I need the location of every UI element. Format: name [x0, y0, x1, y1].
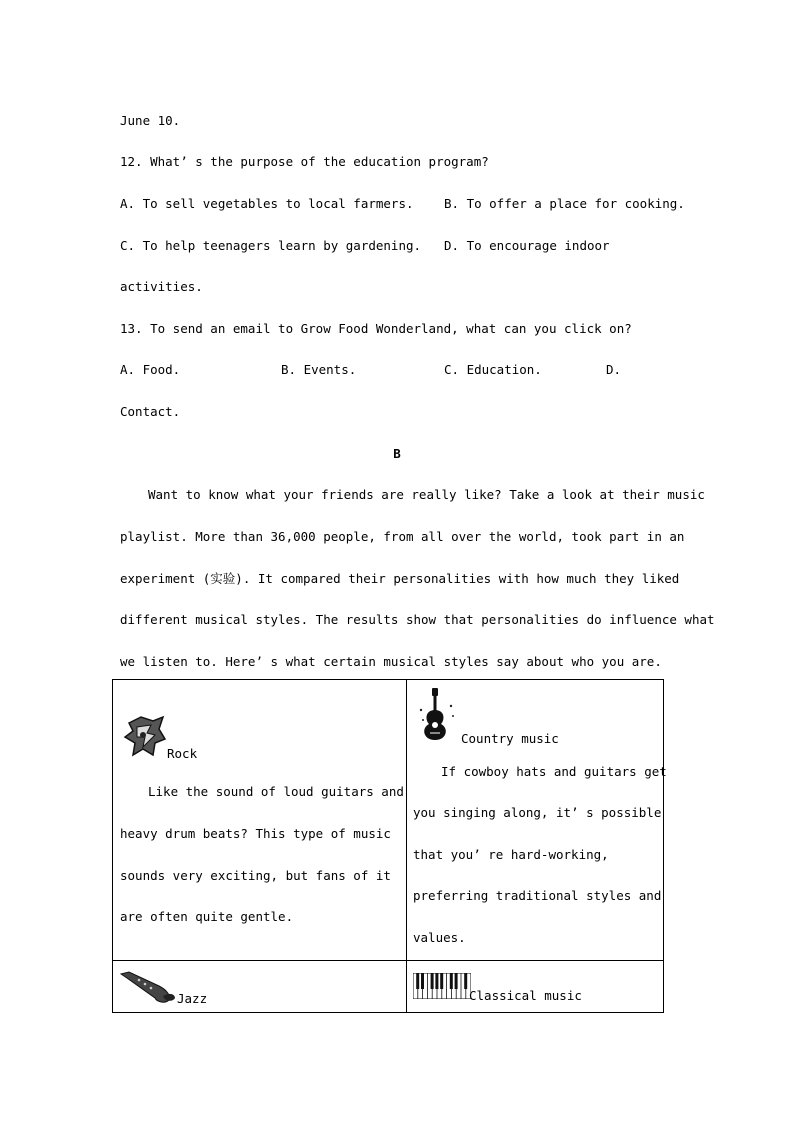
table-row-divider	[113, 960, 663, 961]
piano-keys-icon	[413, 973, 471, 1002]
table-column-divider	[406, 680, 407, 1012]
country-title: Country music	[461, 731, 559, 746]
rock-line-1: Like the sound of loud guitars and	[148, 784, 404, 799]
passage-line-3: experiment (实验). It compared their personalities with how much they liked	[120, 571, 680, 586]
passage-line-5: we listen to. Here’ s what certain musical styles say about who you are.	[120, 654, 662, 669]
music-styles-table	[112, 679, 667, 1013]
rock-emblem-icon	[123, 713, 167, 762]
q13-option-c: C. Education.	[444, 362, 542, 377]
country-line-3: that you’ re hard-working,	[413, 847, 609, 862]
jazz-title: Jazz	[177, 991, 208, 1006]
question-13: 13. To send an email to Grow Food Wonderland, what can you click on?	[120, 321, 632, 336]
q12-option-c: C. To help teenagers learn by gardening.	[120, 238, 422, 253]
rock-line-3: sounds very exciting, but fans of it	[120, 868, 391, 883]
passage-line-2: playlist. More than 36,000 people, from all over the world, took part in an	[120, 529, 685, 544]
passage-line-1: Want to know what your friends are really like? Take a look at their music	[148, 487, 705, 502]
q13-option-d: D.	[606, 362, 622, 377]
country-line-2: you singing along, it’ s possible	[413, 805, 662, 820]
passage-line-4: different musical styles. The results show that personalities do influence what	[120, 612, 715, 627]
rock-line-4: are often quite gentle.	[120, 909, 294, 924]
country-line-5: values.	[413, 930, 466, 945]
q13-option-d-continued: Contact.	[120, 404, 181, 419]
q12-option-a: A. To sell vegetables to local farmers.	[120, 196, 414, 211]
question-12: 12. What’ s the purpose of the education program?	[120, 154, 489, 169]
section-heading: B	[393, 446, 401, 461]
rock-title: Rock	[167, 746, 198, 761]
q12-option-d: D. To encourage indoor	[444, 238, 610, 253]
prev-answer-tail: June 10.	[120, 113, 181, 128]
saxophone-icon	[119, 968, 177, 1007]
country-line-1: If cowboy hats and guitars get	[441, 764, 667, 779]
country-line-4: preferring traditional styles and	[413, 888, 662, 903]
q13-option-a: A. Food.	[120, 362, 181, 377]
q12-option-d-continued: activities.	[120, 279, 203, 294]
guitar-icon	[417, 686, 457, 745]
q13-option-b: B. Events.	[281, 362, 357, 377]
q12-option-b: B. To offer a place for cooking.	[444, 196, 685, 211]
classical-title: Classical music	[469, 988, 582, 1003]
rock-line-2: heavy drum beats? This type of music	[120, 826, 391, 841]
